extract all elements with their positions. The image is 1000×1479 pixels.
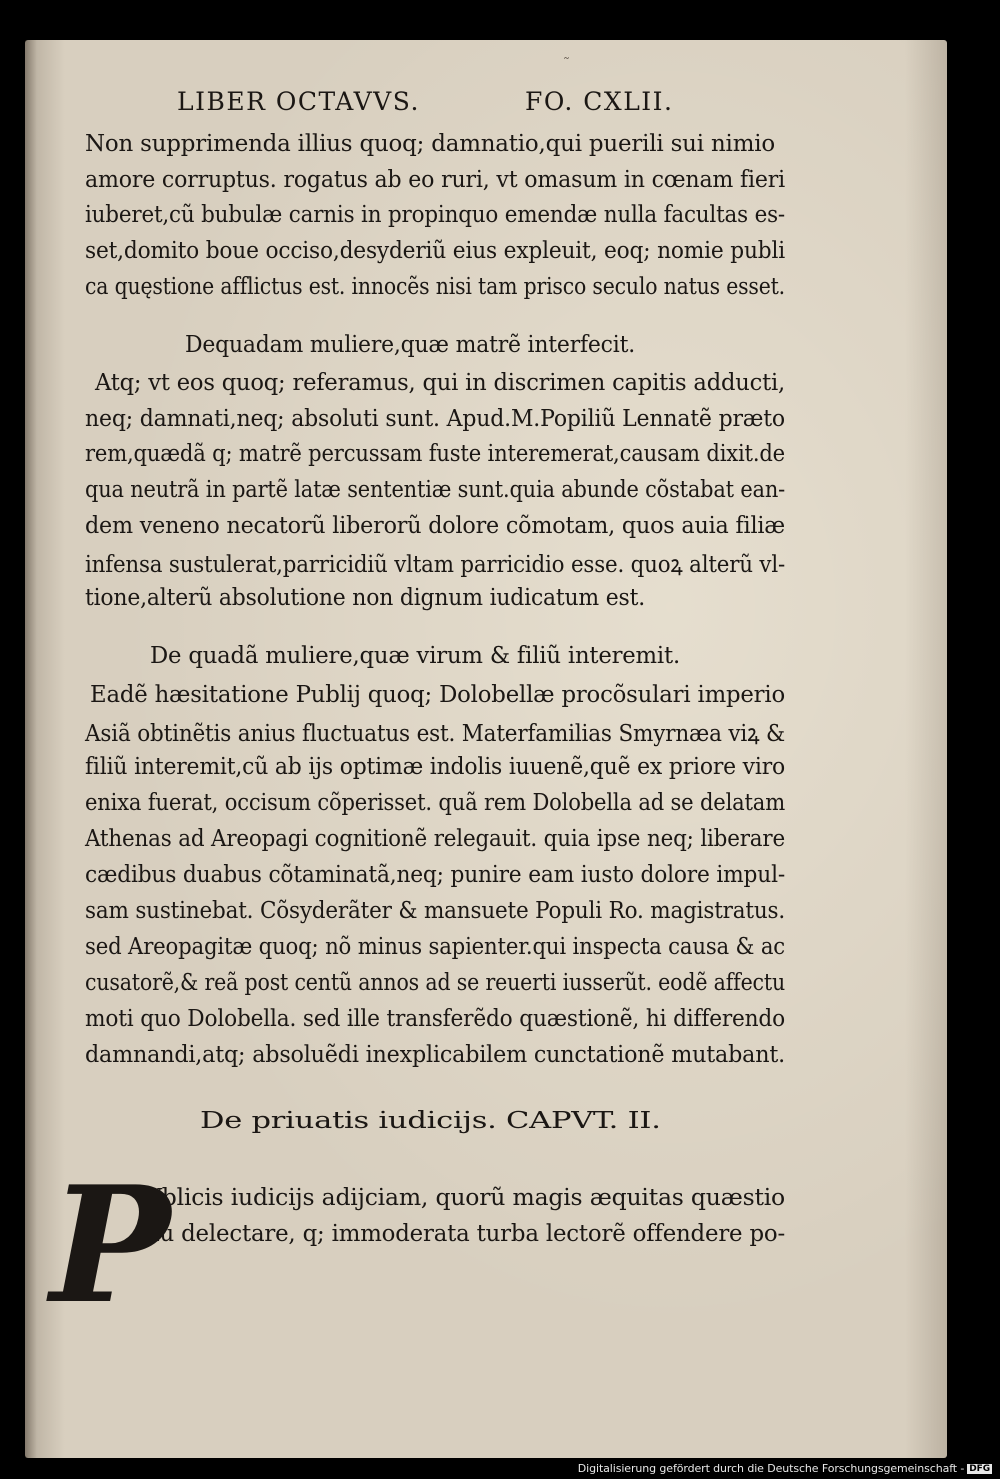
text-line: filiũ interemit,cũ ab ijs optimæ indolis iuuenẽ,quẽ ex priore viro	[85, 752, 785, 780]
text-line: infensa sustulerat,parricidiũ vltam parricidio esse. quoꝝ alterũ vl-	[85, 550, 785, 578]
text-line: De priuatis iudicijs. CAPVT. II.	[200, 1106, 661, 1134]
text-line: cædibus duabus cõtaminatã,neq; punire eam iusto dolore impul-	[85, 860, 785, 888]
running-header-title: LIBER OCTAVVS.	[177, 87, 420, 116]
text-line: rem,quædã q; matrẽ percussam fuste interemerat,causam dixit.de	[85, 439, 785, 467]
text-line: nũ delectare, q; immoderata turba lectorẽ offendere po-	[145, 1219, 785, 1247]
digitization-credit	[578, 1462, 992, 1475]
text-line: sam sustinebat. Cõsyderãter & mansuete Populi Ro. magistratus.	[85, 896, 785, 924]
text-line: set,domito boue occiso,desyderiũ eius expleuit, eoq; nomie publi	[85, 236, 785, 264]
book-page	[25, 40, 947, 1458]
text-line: Dequadam muliere,quæ matrẽ interfecit.	[185, 330, 635, 358]
text-line: iuberet,cũ bubulæ carnis in propinquo emendæ nulla facultas es-	[85, 200, 785, 228]
text-line: Eadẽ hæsitatione Publij quoq; Dolobellæ procõsulari imperio	[90, 680, 785, 708]
text-line: enixa fuerat, occisum cõperisset. quã rem Dolobella ad se delatam	[85, 788, 785, 816]
page-mark: ˜	[563, 56, 570, 72]
text-line: Vblicis iudicijs adijciam, quorũ magis æquitas quæstio	[145, 1183, 785, 1211]
text-line: cusatorẽ,& reã post centũ annos ad se reuerti iusserũt. eodẽ affectu	[85, 968, 785, 996]
folio-number: FO. CXLII.	[525, 87, 674, 116]
text-line: De quadã muliere,quæ virum & filiũ interemit.	[150, 641, 680, 669]
digitization-credit-text: Digitalisierung gefördert durch die Deutsche Forschungsgemeinschaft -	[577, 1462, 965, 1475]
text-line: tione,alterũ absolutione non dignum iudicatum est.	[85, 583, 645, 611]
text-line: dem veneno necatorũ liberorũ dolore cõmotam, quos auia filiæ	[85, 511, 785, 539]
text-line: ca quęstione afflictus est. innocẽs nisi tam prisco seculo natus esset.	[85, 272, 785, 300]
text-line: Asiã obtinẽtis anius fluctuatus est. Materfamilias Smyrnæa viꝝ &	[85, 719, 785, 747]
text-line: moti quo Dolobella. sed ille transferẽdo quæstionẽ, hi differendo	[85, 1004, 785, 1032]
text-line: Non supprimenda illius quoq; damnatio,qui puerili sui nimio	[85, 129, 775, 157]
text-line: amore corruptus. rogatus ab eo ruri, vt omasum in cœnam fieri	[85, 165, 785, 193]
text-line: sed Areopagitæ quoq; nõ minus sapienter.qui inspecta causa & ac	[85, 932, 785, 960]
text-line: damnandi,atq; absoluẽdi inexplicabilem cunctationẽ mutabant.	[85, 1040, 785, 1068]
dfg-logo: DFG	[969, 1464, 990, 1474]
page-gutter-shadow	[25, 40, 37, 1458]
text-line: qua neutrã in partẽ latæ sententiæ sunt.quia abunde cõstabat ean-	[85, 475, 785, 503]
text-line: neq; damnati,neq; absoluti sunt. Apud.M.Popiliũ Lennatẽ præto	[85, 404, 785, 432]
text-line: Atq; vt eos quoq; referamus, qui in discrimen capitis adducti,	[95, 368, 785, 396]
drop-cap: P	[50, 1151, 171, 1339]
text-line: Athenas ad Areopagi cognitionẽ relegauit. quia ipse neq; liberare	[85, 824, 785, 852]
